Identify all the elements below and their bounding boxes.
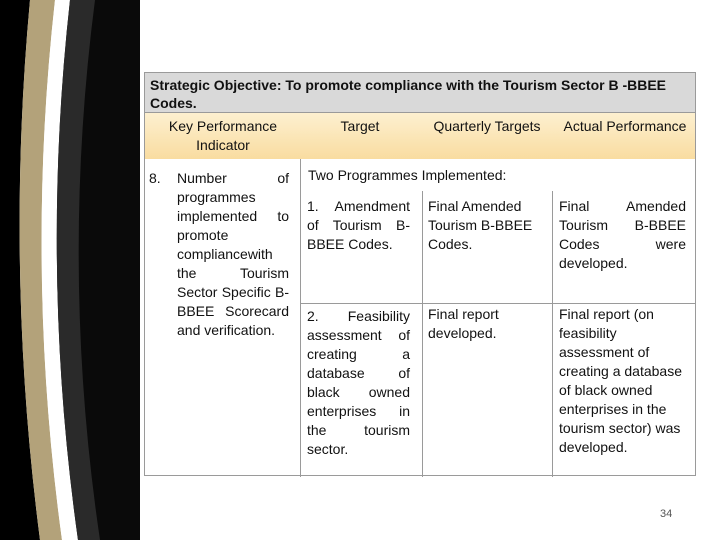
row1-target: 1. Amendment of Tourism B-BBEE Codes. [307, 198, 410, 252]
header-quarterly-targets: Quarterly Targets [433, 118, 541, 134]
strategic-objective-title: Strategic Objective: To promote compliance with the Tourism Sector B -BBEE Codes. [145, 73, 695, 113]
row1-quarterly: Final Amended Tourism B-BBEE Codes. [428, 198, 533, 252]
objective-table [144, 72, 696, 476]
row2-target: 2. Feasibility assessment of creating a database of black owned enterprises in the tourism sector. [307, 308, 410, 457]
column-divider [422, 191, 423, 477]
column-divider [300, 159, 301, 477]
page-number: 34 [660, 508, 673, 520]
table-header-row [145, 113, 695, 159]
header-target: Target [340, 118, 380, 134]
side-decoration [0, 0, 140, 540]
header-actual-performance: Actual Performance [563, 118, 687, 134]
kpi-text-first-line: Number of [177, 170, 289, 186]
row-divider [300, 303, 696, 304]
kpi-text: programmes implemented to promote compliancewith the Tourism Sector Specific B-BBEE Scorecard and verification. [177, 189, 289, 338]
header-kpi: Key Performance Indicator [168, 118, 278, 153]
kpi-number: 8. [149, 170, 161, 186]
row1-actual: Final Amended Tourism B-BBEE Codes were developed. [559, 198, 686, 271]
column-divider [552, 191, 553, 477]
row2-actual: Final report (on feasibility assessment of creating a database of black owned enterprises in the tourism sector) was developed. [559, 306, 682, 455]
row2-quarterly: Final report developed. [428, 306, 499, 341]
target-summary: Two Programmes Implemented: [308, 167, 507, 183]
